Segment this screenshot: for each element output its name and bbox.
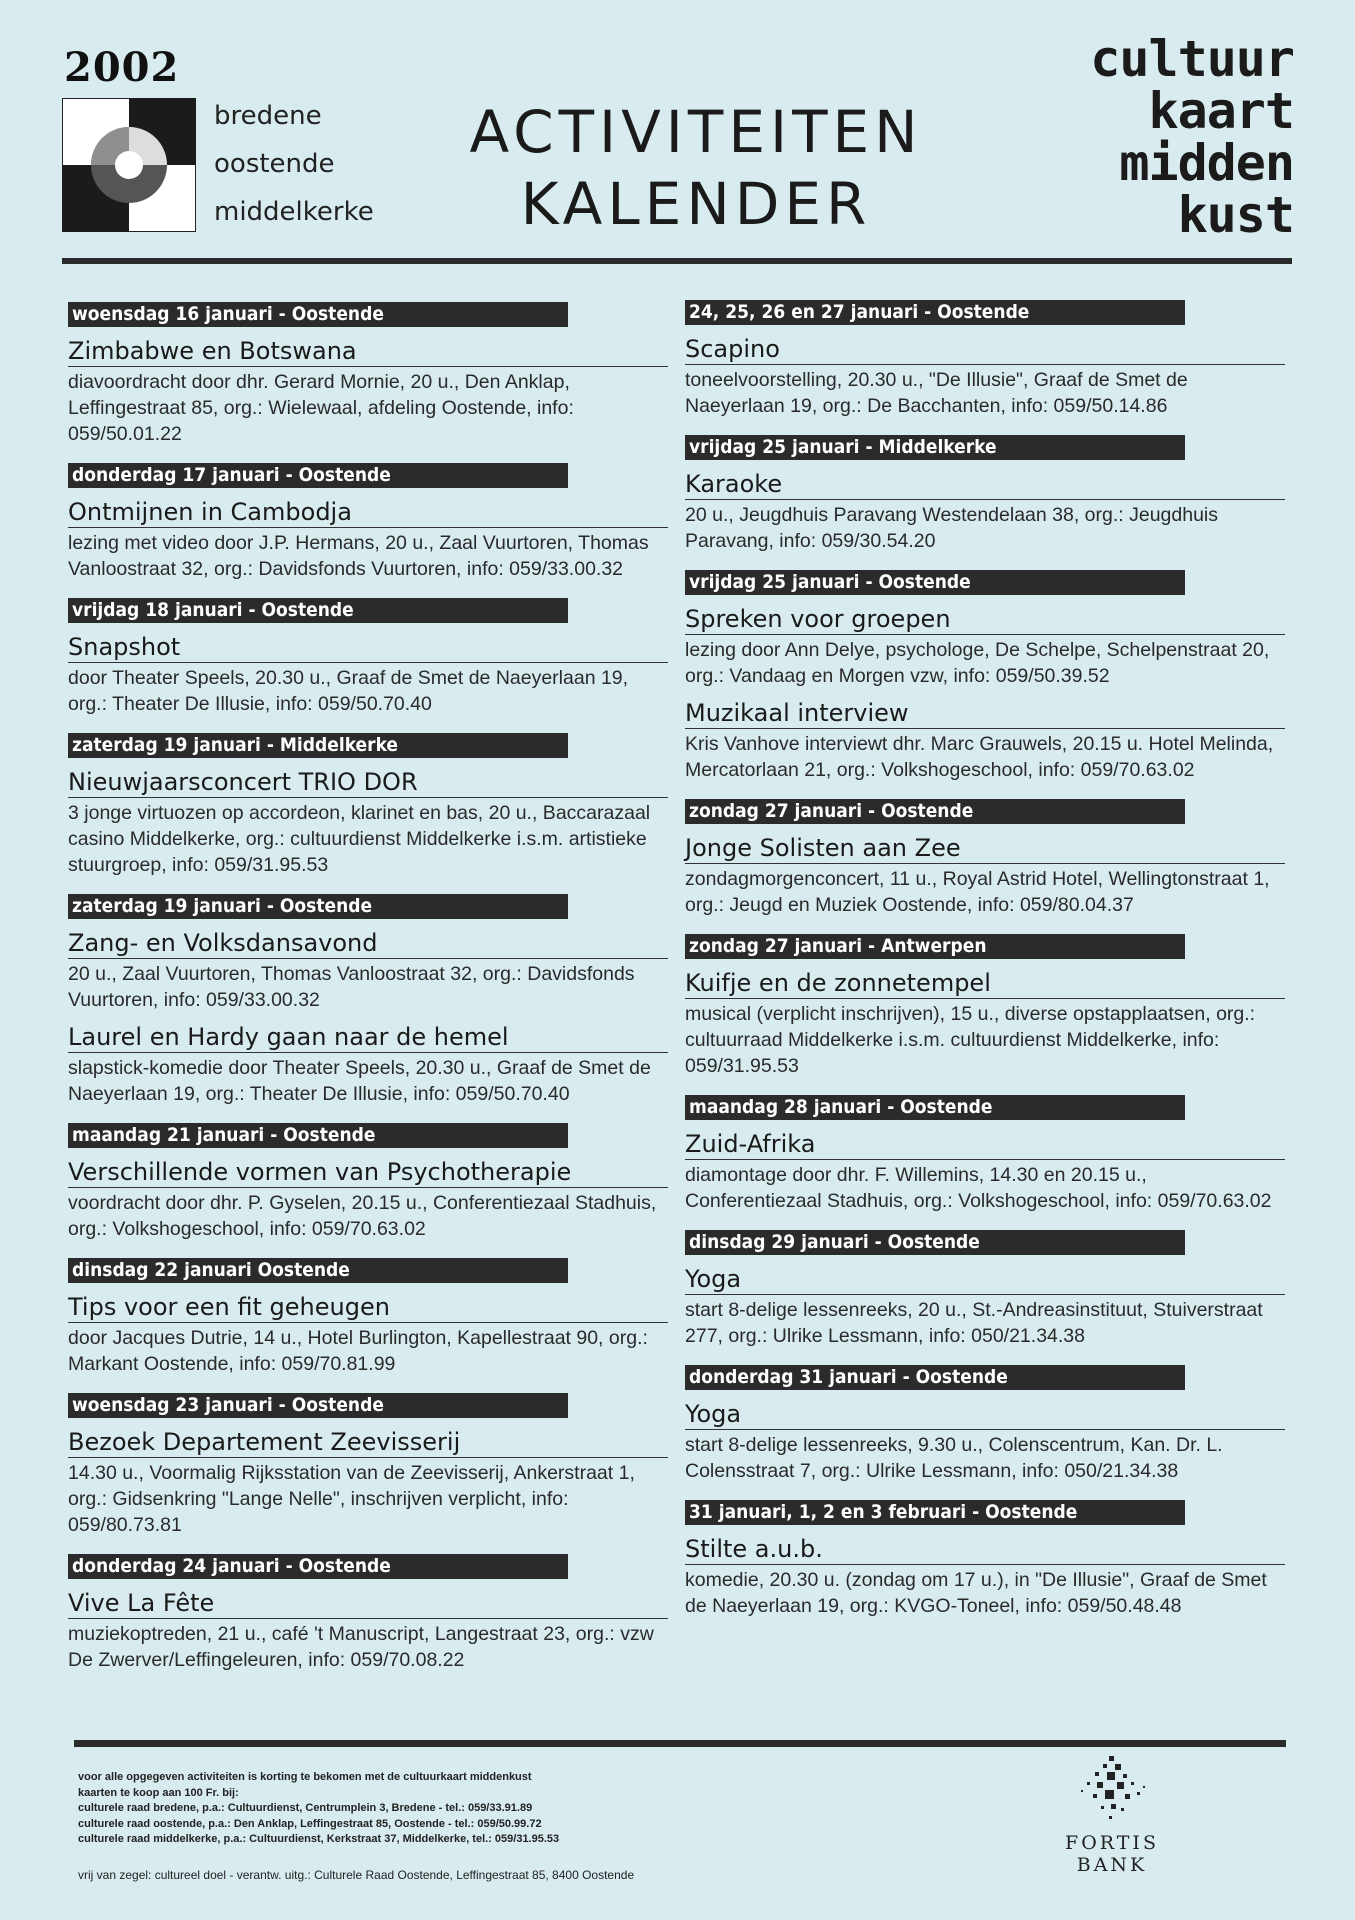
event-item (685, 699, 1285, 783)
event-details: toneelvoorstelling, 20.30 u., "De Illusie", Graaf de Smet de Naeyerlaan 19, org.: De Bacchanten, info: 059/50.14.86 (685, 369, 1188, 417)
town-middelkerke: middelkerke (214, 197, 374, 227)
title-line-2: KALENDER (520, 170, 872, 238)
region-logo (62, 98, 196, 232)
event-title: Spreken voor groepen (685, 605, 1285, 635)
event-date-bar: woensdag 16 januari - Oostende (68, 302, 568, 327)
sponsor-name-line-2: BANK (1076, 1854, 1148, 1876)
event-date-bar: vrijdag 25 januari - Middelkerke (685, 435, 1185, 460)
cultuurkaart-logo (1038, 28, 1294, 248)
header-divider (62, 258, 1292, 264)
footer-note: culturele raad oostende, p.a.: Den Anklap, Leffingestraat 85, Oostende - tel.: 059/50.99.72 (78, 1817, 542, 1830)
sponsor-block (1052, 1752, 1172, 1876)
event-title: Verschillende vormen van Psychotherapie (68, 1158, 668, 1188)
event-item (68, 727, 668, 878)
event-details: slapstick-komedie door Theater Speels, 20.30 u., Graaf de Smet de Naeyerlaan 19, org.: Theater De Illusie, info: 059/50.70.40 (68, 1057, 651, 1105)
event-date-bar: 24, 25, 26 en 27 januari - Oostende (685, 300, 1185, 325)
event-details: komedie, 20.30 u. (zondag om 17 u.), in "De Illusie", Graaf de Smet de Naeyerlaan 19, org.: KVGO-Toneel, info: 059/50.48.48 (685, 1569, 1267, 1617)
title-line-1: ACTIVITEITEN (469, 98, 923, 166)
event-item (685, 928, 1285, 1079)
event-item (68, 888, 668, 1013)
town-bredene: bredene (214, 101, 322, 131)
event-item (68, 1252, 668, 1377)
footer-note: culturele raad middelkerke, p.a.: Cultuurdienst, Kerkstraat 37, Middelkerke, tel.: 059/31.95.53 (78, 1833, 560, 1845)
event-date-bar: dinsdag 29 januari - Oostende (685, 1230, 1185, 1255)
event-item (685, 1089, 1285, 1214)
footer-notes (78, 1770, 858, 1848)
event-date-bar: donderdag 17 januari - Oostende (68, 463, 568, 488)
event-title: Bezoek Departement Zeevisserij (68, 1428, 668, 1458)
event-date-bar: zondag 27 januari - Antwerpen (685, 934, 1185, 959)
event-date-bar: zaterdag 19 januari - Oostende (68, 894, 568, 919)
event-item (685, 1359, 1285, 1484)
footer-note: kaarten te koop aan 100 Fr. bij: (78, 1786, 239, 1799)
event-title: Snapshot (68, 633, 668, 663)
event-item (68, 1548, 668, 1673)
event-title: Muzikaal interview (685, 699, 1285, 729)
event-details: start 8-delige lessenreeks, 9.30 u., Colenscentrum, Kan. Dr. L. Colensstraat 7, org.: Ulrike Lessmann, info: 050/21.34.38 (685, 1434, 1223, 1482)
event-title: Tips voor een fit geheugen (68, 1293, 668, 1323)
event-title: Kuifje en de zonnetempel (685, 969, 1285, 999)
ck-line-3: midden (1119, 134, 1294, 192)
footer-note: voor alle opgegeven activiteiten is korting te bekomen met de cultuurkaart middenkust (78, 1771, 532, 1783)
event-item (68, 457, 668, 582)
event-item (68, 1023, 668, 1107)
event-details: muziekoptreden, 21 u., café 't Manuscript, Langestraat 23, org.: vzw De Zwerver/Leffingeleuren, info: 059/70.08.22 (68, 1623, 654, 1671)
ck-line-2: kaart (1148, 82, 1294, 140)
left-column (68, 296, 668, 1683)
event-title: Vive La Fête (68, 1589, 668, 1619)
event-date-bar: dinsdag 22 januari Oostende (68, 1258, 568, 1283)
event-item (68, 296, 668, 447)
event-item (685, 294, 1285, 419)
event-details: start 8-delige lessenreeks, 20 u., St.-Andreasinstituut, Stuiverstraat 277, org.: Ulrike Lessmann, info: 050/21.34.38 (685, 1299, 1263, 1347)
event-details: door Jacques Dutrie, 14 u., Hotel Burlington, Kapellestraat 90, org.: Markant Oostende, info: 059/70.81.99 (68, 1327, 648, 1375)
event-date-bar: vrijdag 25 januari - Oostende (685, 570, 1185, 595)
imprint: vrij van zegel: cultureel doel - verantw. uitg.: Culturele Raad Oostende, Leffingestraat 85, 8400 Oostende (78, 1868, 635, 1882)
sponsor-name-line-1: FORTIS (1065, 1832, 1159, 1854)
event-title: Zuid-Afrika (685, 1130, 1285, 1160)
event-title: Yoga (685, 1400, 1285, 1430)
event-date-bar: donderdag 31 januari - Oostende (685, 1365, 1185, 1390)
event-details: 14.30 u., Voormalig Rijksstation van de Zeevisserij, Ankerstraat 1, org.: Gidsenkring "Lange Nelle", inschrijven verplicht, info: 059/80.73.81 (68, 1462, 635, 1536)
event-date-bar: donderdag 24 januari - Oostende (68, 1554, 568, 1579)
event-title: Zang- en Volksdansavond (68, 929, 668, 959)
event-details: door Theater Speels, 20.30 u., Graaf de Smet de Naeyerlaan 19, org.: Theater De Illusie, info: 059/50.70.40 (68, 667, 629, 715)
event-details: musical (verplicht inschrijven), 15 u., diverse opstapplaatsen, org.: cultuurraad Middelkerke i.s.m. cultuurdienst Middelkerke, info: 059/31.95.53 (685, 1003, 1256, 1077)
event-title: Scapino (685, 335, 1285, 365)
event-title: Zimbabwe en Botswana (68, 337, 668, 367)
event-item (685, 429, 1285, 554)
event-details: lezing door Ann Delye, psychologe, De Schelpe, Schelpenstraat 20, org.: Vandaag en Morgen vzw, info: 059/50.39.52 (685, 639, 1270, 687)
event-details: diavoordracht door dhr. Gerard Mornie, 20 u., Den Anklap, Leffingestraat 85, org.: Wielewaal, afdeling Oostende, info: 059/50.01.22 (68, 371, 574, 445)
event-date-bar: maandag 21 januari - Oostende (68, 1123, 568, 1148)
footer-note: culturele raad bredene, p.a.: Cultuurdienst, Centrumplein 3, Bredene - tel.: 059/33.91.89 (78, 1802, 533, 1814)
event-title: Jonge Solisten aan Zee (685, 834, 1285, 864)
event-date-bar: vrijdag 18 januari - Oostende (68, 598, 568, 623)
event-date-bar: zaterdag 19 januari - Middelkerke (68, 733, 568, 758)
town-names (214, 92, 374, 236)
event-details: 3 jonge virtuozen op accordeon, klarinet en bas, 20 u., Baccarazaal casino Middelkerke, org.: cultuurdienst Middelkerke i.s.m. artistieke stuurgroep, info: 059/31.95.53 (68, 802, 651, 876)
event-details: diamontage door dhr. F. Willemins, 14.30 en 20.15 u., Conferentiezaal Stadhuis, org.: Volkshogeschool, info: 059/70.63.02 (685, 1164, 1272, 1212)
event-item (68, 1117, 668, 1242)
event-details: Kris Vanhove interviewt dhr. Marc Grauwels, 20.15 u. Hotel Melinda, Mercatorlaan 21, org.: Volkshogeschool, info: 059/70.63.02 (685, 733, 1274, 781)
footer-divider (74, 1740, 1286, 1747)
event-item (685, 564, 1285, 689)
event-details: 20 u., Zaal Vuurtoren, Thomas Vanloostraat 32, org.: Davidsfonds Vuurtoren, info: 059/33.00.32 (68, 963, 635, 1011)
event-title: Karaoke (685, 470, 1285, 500)
year: 2002 (64, 44, 180, 91)
event-date-bar: zondag 27 januari - Oostende (685, 799, 1185, 824)
event-item (685, 1494, 1285, 1619)
event-date-bar: 31 januari, 1, 2 en 3 februari - Oostende (685, 1500, 1185, 1525)
event-details: lezing met video door J.P. Hermans, 20 u., Zaal Vuurtoren, Thomas Vanloostraat 32, org.: Davidsfonds Vuurtoren, info: 059/33.00.32 (68, 532, 649, 580)
event-item (685, 793, 1285, 918)
event-item (685, 1224, 1285, 1349)
event-details: 20 u., Jeugdhuis Paravang Westendelaan 38, org.: Jeugdhuis Paravang, info: 059/30.54.20 (685, 504, 1219, 552)
town-oostende: oostende (214, 149, 335, 179)
right-column (685, 294, 1285, 1629)
ck-line-4: kust (1177, 186, 1294, 244)
ck-line-1: cultuur (1090, 30, 1294, 88)
event-date-bar: woensdag 23 januari - Oostende (68, 1393, 568, 1418)
event-date-bar: maandag 28 januari - Oostende (685, 1095, 1185, 1120)
event-title: Stilte a.u.b. (685, 1535, 1285, 1565)
event-details: zondagmorgenconcert, 11 u., Royal Astrid Hotel, Wellingtonstraat 1, org.: Jeugd en Muziek Oostende, info: 059/80.04.37 (685, 868, 1270, 916)
event-title: Ontmijnen in Cambodja (68, 498, 668, 528)
event-details: voordracht door dhr. P. Gyselen, 20.15 u., Conferentiezaal Stadhuis, org.: Volkshogeschool, info: 059/70.63.02 (68, 1192, 657, 1240)
event-item (68, 1387, 668, 1538)
fortis-logo-icon (1067, 1752, 1157, 1832)
event-item (68, 592, 668, 717)
page-title (436, 96, 956, 240)
event-title: Laurel en Hardy gaan naar de hemel (68, 1023, 668, 1053)
event-title: Yoga (685, 1265, 1285, 1295)
event-title: Nieuwjaarsconcert TRIO DOR (68, 768, 668, 798)
